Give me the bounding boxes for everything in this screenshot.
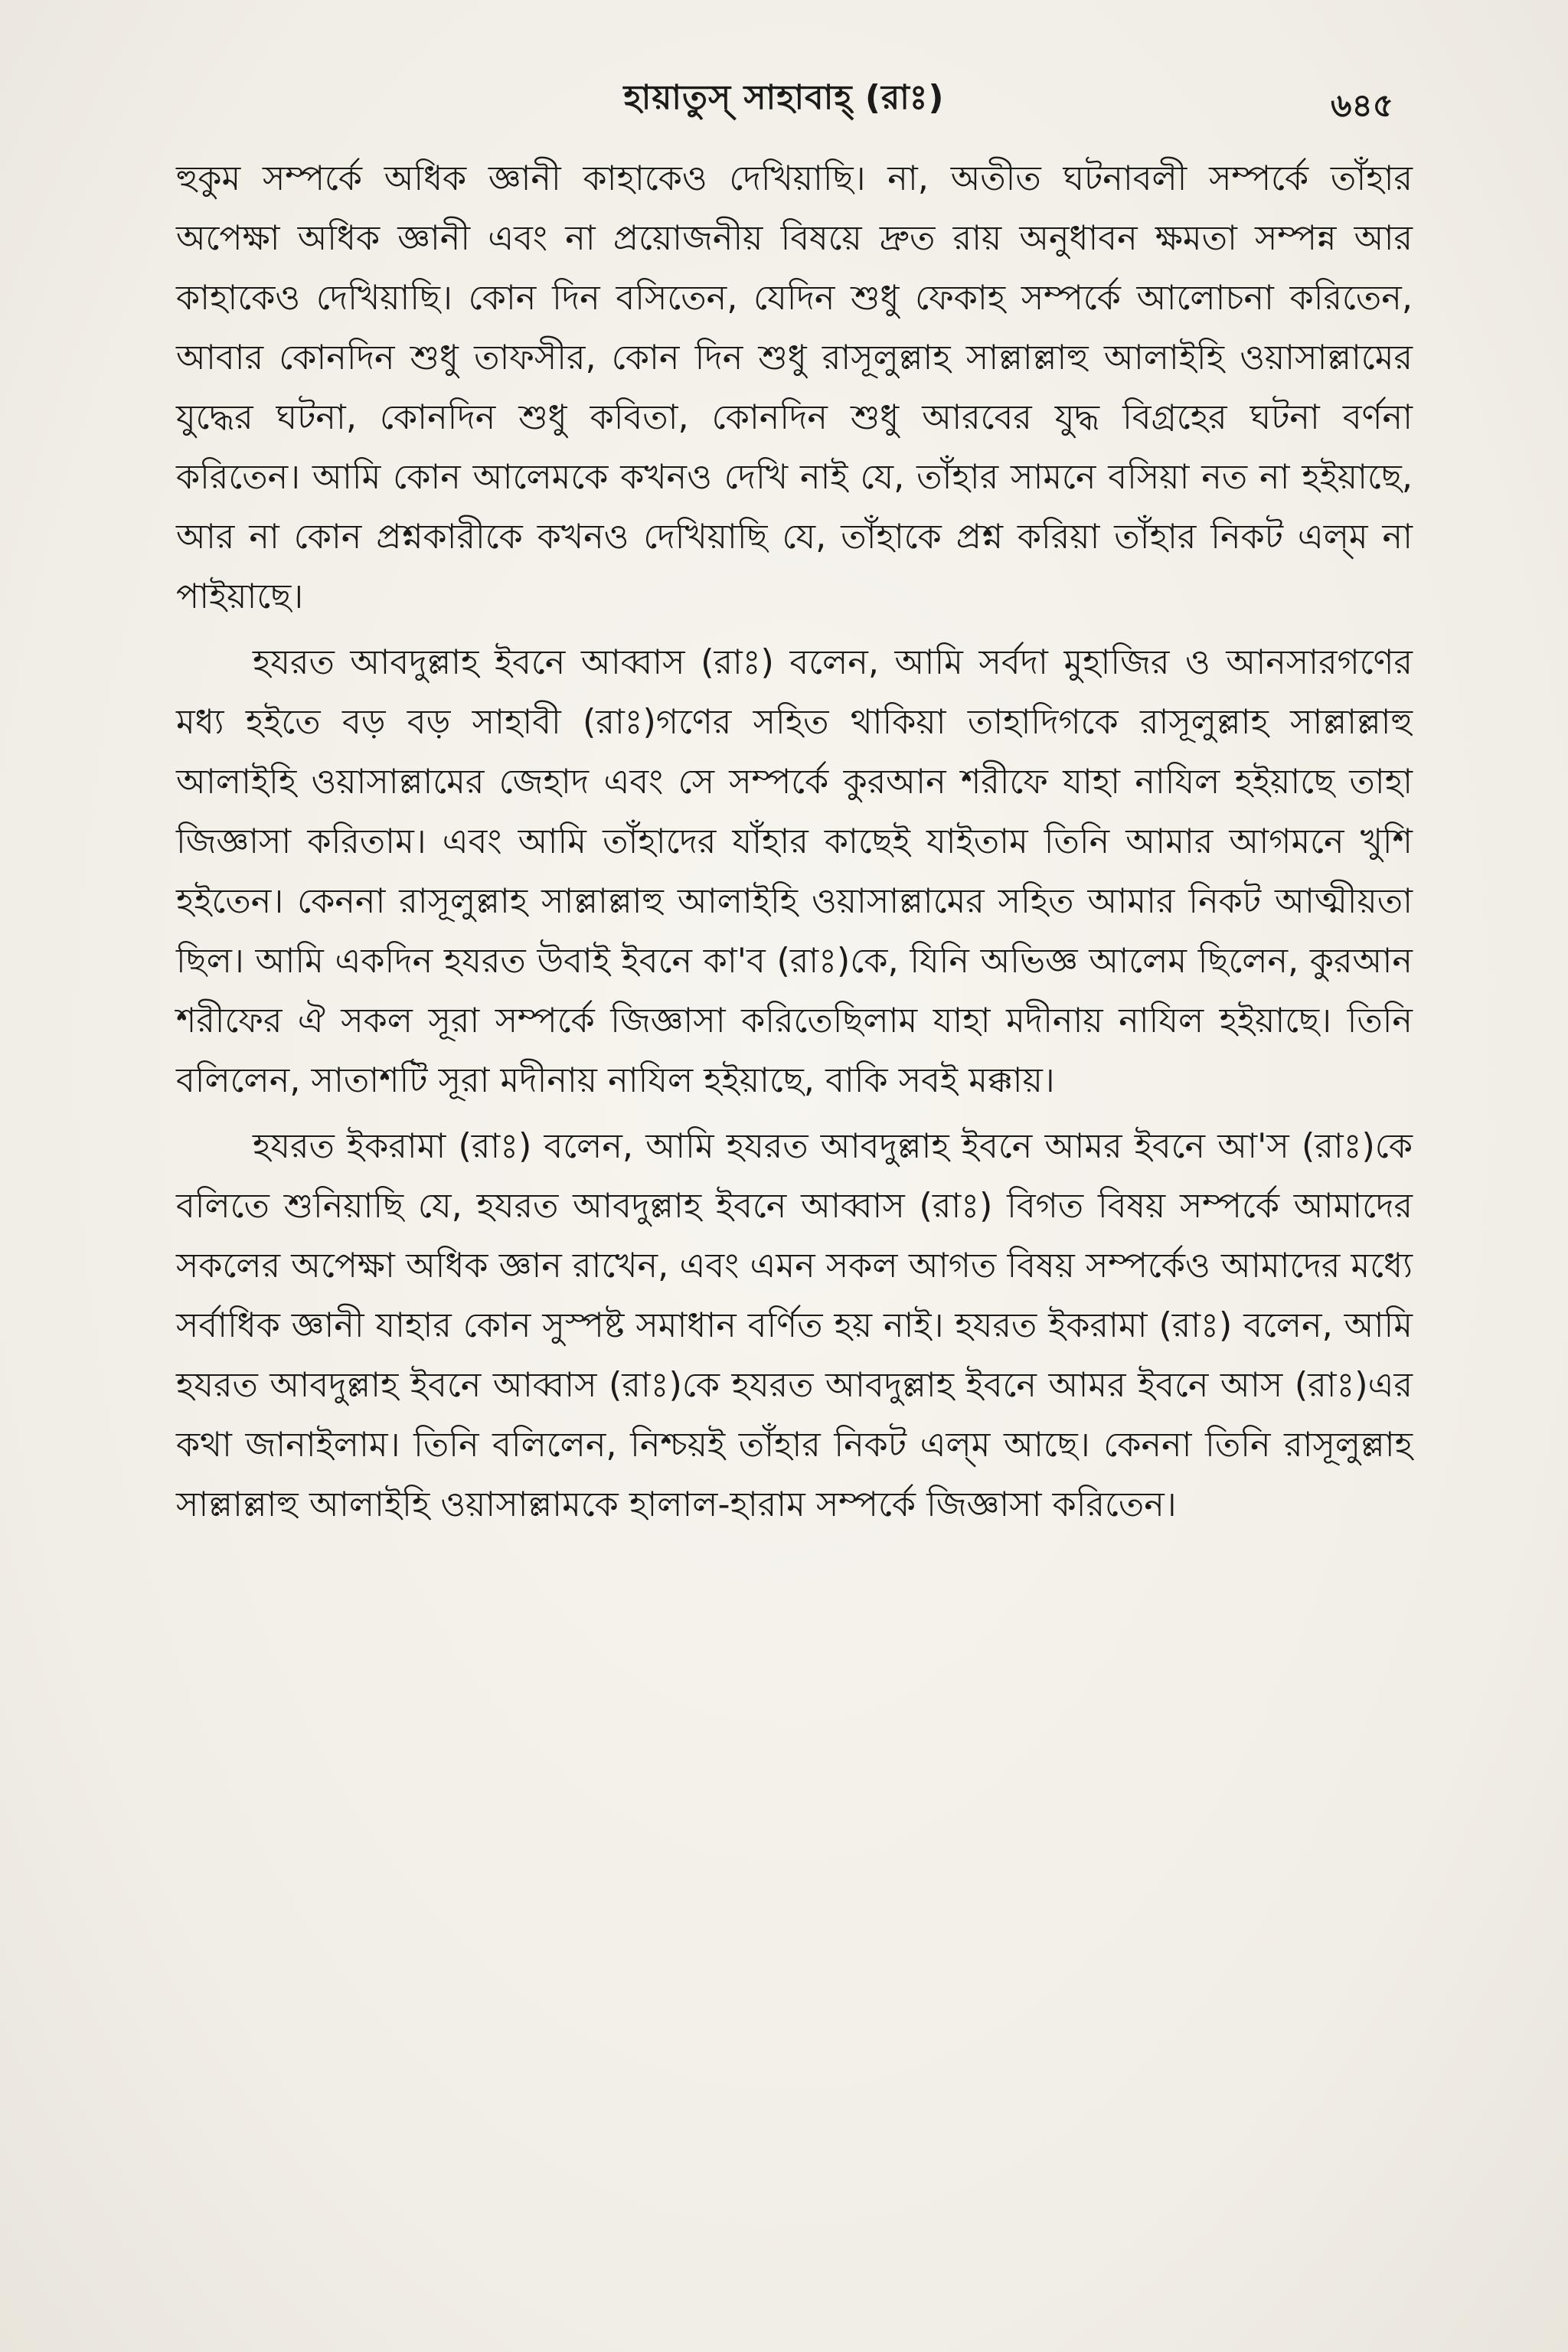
running-title: হায়াতুস্‌ সাহাবাহ্‌ (রাঃ) (623, 78, 945, 117)
paragraph-1: হুকুম সম্পর্কে অধিক জ্ঞানী কাহাকেও দেখিয়াছি। না, অতীত ঘটনাবলী সম্পর্কে তাঁহার অপেক্ষা অধিক জ্ঞানী এবং না প্রয়োজনীয় বিষয়ে দ্রুত রায় অনুধাবন ক্ষমতা সম্পন্ন আর কাহাকেও দেখিয়াছি। কোন দিন বসিতেন, যেদিন শুধু ফেকাহ সম্পর্কে আলোচনা করিতেন, আবার কোনদিন শুধু তাফসীর, কোন দিন শুধু রাসূলুল্লাহ সাল্লাল্লাহু আলাইহি ওয়াসাল্লামের যুদ্ধের ঘটনা, কোনদিন শুধু কবিতা, কোনদিন শুধু আরবের যুদ্ধ বিগ্রহের ঘটনা বর্ণনা করিতেন। আমি কোন আলেমকে কখনও দেখি নাই যে, তাঁহার সামনে বসিয়া নত না হইয়াছে, আর না কোন প্রশ্নকারীকে কখনও দেখিয়াছি যে, তাঁহাকে প্রশ্ন করিয়া তাঁহার নিকট এল্‌ম না পাইয়াছে। (176, 159, 1413, 616)
paragraph-2: হযরত আবদুল্লাহ ইবনে আব্বাস (রাঃ) বলেন, আমি সর্বদা মুহাজির ও আনসারগণের মধ্য হইতে বড় বড় সাহাবী (রাঃ)গণের সহিত থাকিয়া তাহাদিগকে রাসূলুল্লাহ সাল্লাল্লাহু আলাইহি ওয়াসাল্লামের জেহাদ এবং সে সম্পর্কে কুরআন শরীফে যাহা নাযিল হইয়াছে তাহা জিজ্ঞাসা করিতাম। এবং আমি তাঁহাদের যাঁহার কাছেই যাইতাম তিনি আমার আগমনে খুশি হইতেন। কেননা রাসূলুল্লাহ সাল্লাল্লাহু আলাইহি ওয়াসাল্লামের সহিত আমার নিকট আত্মীয়তা ছিল। আমি একদিন হযরত উবাই ইবনে কা'ব (রাঃ)কে, যিনি অভিজ্ঞ আলেম ছিলেন, কুরআন শরীফের ঐ সকল সূরা সম্পর্কে জিজ্ঞাসা করিতেছিলাম যাহা মদীনায় নাযিল হইয়াছে। তিনি বলিলেন, সাতাশটি সূরা মদীনায় নাযিল হইয়াছে, বাকি সবই মক্কায়। (176, 643, 1413, 1100)
page-number: ৬৪৫ (1331, 87, 1393, 124)
paragraph-3: হযরত ইকরামা (রাঃ) বলেন, আমি হযরত আবদুল্লাহ ইবনে আমর ইবনে আ'স (রাঃ)কে বলিতে শুনিয়াছি যে, হযরত আবদুল্লাহ ইবনে আব্বাস (রাঃ) বিগত বিষয় সম্পর্কে আমাদের সকলের অপেক্ষা অধিক জ্ঞান রাখেন, এবং এমন সকল আগত বিষয় সম্পর্কেও আমাদের মধ্যে সর্বাধিক জ্ঞানী যাহার কোন সুস্পষ্ট সমাধান বর্ণিত হয় নাই। হযরত ইকরামা (রাঃ) বলেন, আমি হযরত আবদুল্লাহ ইবনে আব্বাস (রাঃ)কে হযরত আবদুল্লাহ ইবনে আমর ইবনে আস (রাঃ)এর কথা জানাইলাম। তিনি বলিলেন, নিশ্চয়ই তাঁহার নিকট এল্‌ম আছে। কেননা তিনি রাসূলুল্লাহ সাল্লাল্লাহু আলাইহি ওয়াসাল্লামকে হালাল-হারাম সম্পর্কে জিজ্ঞাসা করিতেন। (176, 1127, 1413, 1524)
page-header (0, 67, 1568, 129)
body-text (176, 149, 1413, 1541)
